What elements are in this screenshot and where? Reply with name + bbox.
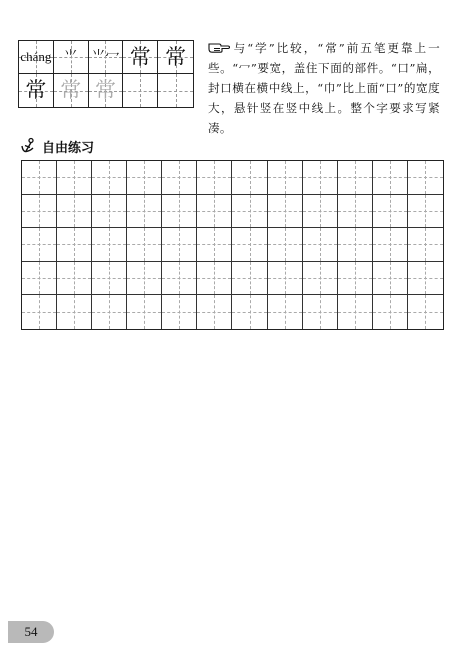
practice-cell[interactable] — [338, 295, 373, 329]
practice-cell[interactable] — [92, 228, 127, 262]
instruction-text — [208, 38, 440, 138]
pinyin-cell — [19, 41, 54, 74]
practice-cell[interactable] — [338, 161, 373, 195]
practice-cell[interactable] — [92, 295, 127, 329]
trace-cell — [89, 74, 124, 107]
instruction-body: 与“学”比较，“常”前五笔更靠上一些。“冖”要宽，盖住下面的部件。“口”扁，封口横在横中线上，“巾”比上面“口”的宽度大，悬针竖在竖中线上。整个字要求写紧凑。 — [208, 41, 440, 135]
practice-cell[interactable] — [268, 295, 303, 329]
practice-cell[interactable] — [57, 195, 92, 229]
practice-cell[interactable] — [127, 262, 162, 296]
section-title: 自由练习 — [42, 140, 95, 156]
practice-cell[interactable] — [268, 195, 303, 229]
practice-cell[interactable] — [162, 195, 197, 229]
practice-cell[interactable] — [22, 262, 57, 296]
practice-cell[interactable] — [373, 161, 408, 195]
practice-cell[interactable] — [92, 161, 127, 195]
practice-cell[interactable] — [57, 295, 92, 329]
page-number-tab — [8, 621, 54, 643]
practice-cell[interactable] — [162, 262, 197, 296]
practice-cell[interactable] — [232, 295, 267, 329]
practice-cell[interactable] — [197, 161, 232, 195]
practice-cell[interactable] — [408, 295, 443, 329]
practice-cell[interactable] — [338, 262, 373, 296]
practice-cell[interactable] — [232, 161, 267, 195]
section-heading — [20, 136, 94, 156]
stroke-glyph: ⺌⼍ — [91, 49, 120, 65]
practice-cell[interactable] — [373, 295, 408, 329]
pointing-hand-icon — [208, 41, 230, 53]
stroke-glyph: 常 — [129, 44, 151, 69]
practice-cell[interactable] — [162, 228, 197, 262]
stroke-glyph: 常 — [165, 44, 187, 69]
practice-cell[interactable] — [197, 262, 232, 296]
practice-cell[interactable] — [408, 161, 443, 195]
stroke-cell — [158, 41, 193, 74]
stroke-cell — [123, 41, 158, 74]
practice-cell[interactable] — [408, 262, 443, 296]
practice-cell[interactable] — [127, 228, 162, 262]
anchor-icon — [20, 137, 38, 155]
practice-cell[interactable] — [197, 228, 232, 262]
model-glyph: 常 — [25, 78, 47, 102]
practice-cell[interactable] — [232, 262, 267, 296]
practice-cell[interactable] — [92, 195, 127, 229]
practice-cell[interactable] — [268, 161, 303, 195]
practice-cell[interactable] — [57, 228, 92, 262]
practice-cell[interactable] — [408, 228, 443, 262]
blank-cell — [123, 74, 158, 107]
practice-cell[interactable] — [162, 161, 197, 195]
trace-glyph: 常 — [60, 78, 82, 102]
practice-cell[interactable] — [197, 195, 232, 229]
practice-cell[interactable] — [408, 195, 443, 229]
practice-cell[interactable] — [22, 228, 57, 262]
practice-cell[interactable] — [303, 195, 338, 229]
practice-cell[interactable] — [22, 295, 57, 329]
practice-cell[interactable] — [303, 262, 338, 296]
practice-cell[interactable] — [22, 195, 57, 229]
practice-cell[interactable] — [92, 262, 127, 296]
practice-cell[interactable] — [338, 195, 373, 229]
practice-cell[interactable] — [127, 161, 162, 195]
trace-glyph: 常 — [94, 78, 116, 102]
practice-cell[interactable] — [232, 228, 267, 262]
practice-cell[interactable] — [127, 295, 162, 329]
practice-cell[interactable] — [268, 228, 303, 262]
practice-cell[interactable] — [268, 262, 303, 296]
practice-cell[interactable] — [303, 161, 338, 195]
stroke-cell — [89, 41, 124, 74]
practice-cell[interactable] — [303, 228, 338, 262]
practice-cell[interactable] — [57, 161, 92, 195]
stroke-cell — [54, 41, 89, 74]
page-number: 54 — [24, 624, 38, 639]
practice-cell[interactable] — [373, 228, 408, 262]
practice-cell[interactable] — [57, 262, 92, 296]
blank-cell — [158, 74, 193, 107]
practice-cell[interactable] — [373, 195, 408, 229]
stroke-order-grid — [18, 40, 194, 108]
practice-cell[interactable] — [127, 195, 162, 229]
practice-cell[interactable] — [373, 262, 408, 296]
model-cell — [19, 74, 54, 107]
trace-cell — [54, 74, 89, 107]
practice-cell[interactable] — [232, 195, 267, 229]
practice-cell[interactable] — [303, 295, 338, 329]
practice-cell[interactable] — [22, 161, 57, 195]
practice-cell[interactable] — [197, 295, 232, 329]
practice-cell[interactable] — [338, 228, 373, 262]
practice-grid — [21, 160, 444, 330]
stroke-glyph: ⺌ — [63, 49, 78, 65]
pinyin-label: cháng — [20, 49, 52, 64]
practice-cell[interactable] — [162, 295, 197, 329]
